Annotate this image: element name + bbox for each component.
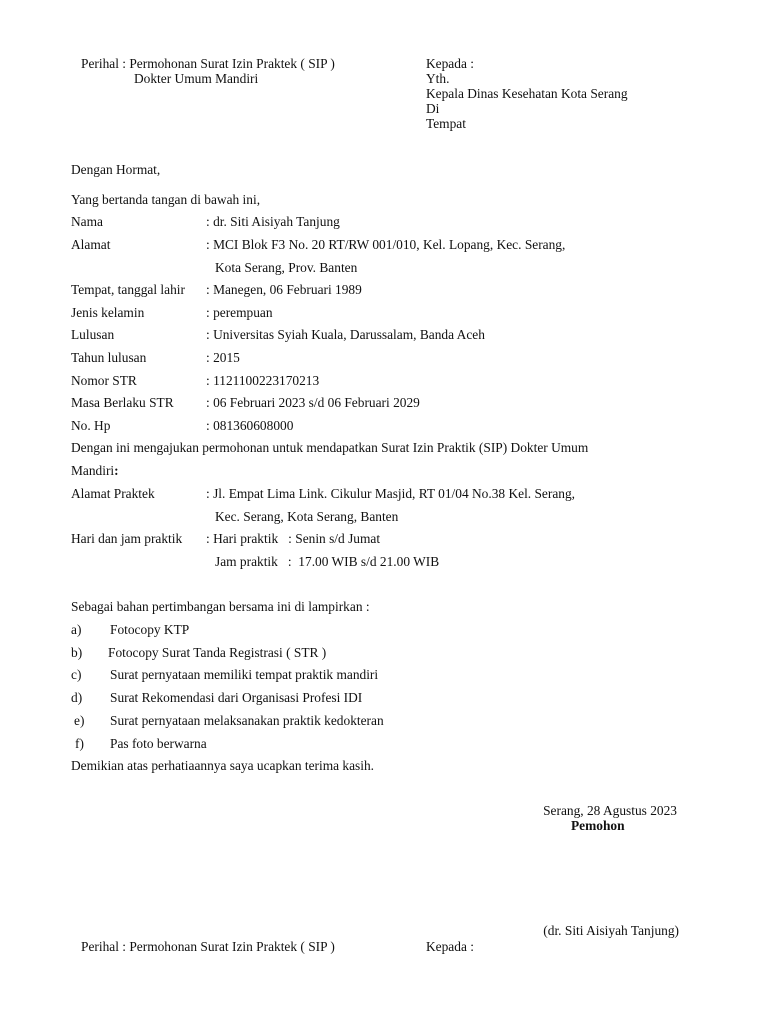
lulusan-value: : Universitas Syiah Kuala, Darussalam, Banda Aceh	[206, 327, 485, 342]
masa-berlaku-label: Masa Berlaku STR	[71, 395, 174, 410]
tempat-label: Tempat	[426, 116, 466, 131]
alamat-praktek-continued: Kec. Serang, Kota Serang, Banten	[215, 509, 399, 524]
kepada-label: Kepada :	[426, 56, 474, 71]
attachment-text: Fotocopy KTP	[110, 622, 190, 637]
di-label: Di	[426, 101, 440, 116]
alamat-value: : MCI Blok F3 No. 20 RT/RW 001/010, Kel. Lopang, Kec. Serang,	[206, 237, 566, 252]
yth-label: Yth.	[426, 71, 450, 86]
jenis-kelamin-value: : perempuan	[206, 305, 273, 320]
jam-praktik-value: Jam praktik : 17.00 WIB s/d 21.00 WIB	[215, 554, 440, 569]
recipient: Kepala Dinas Kesehatan Kota Serang	[426, 86, 628, 101]
attachment-marker: e)	[74, 713, 85, 728]
signature-role: Pemohon	[571, 818, 625, 833]
attachment-text: Pas foto berwarna	[110, 736, 207, 751]
request-line-2-text: Mandiri	[71, 463, 115, 478]
no-hp-label: No. Hp	[71, 418, 111, 433]
perihal-line-2: Dokter Umum Mandiri	[134, 71, 259, 86]
alamat-praktek-label: Alamat Praktek	[71, 486, 155, 501]
tahun-lulusan-value: : 2015	[206, 350, 240, 365]
request-colon: :	[114, 463, 119, 478]
nama-label: Nama	[71, 214, 103, 229]
intro-text: Yang bertanda tangan di bawah ini,	[71, 192, 261, 207]
alamat-praktek-value: : Jl. Empat Lima Link. Cikulur Masjid, RT 01/04 No.38 Kel. Serang,	[206, 486, 576, 501]
attachment-text: Surat Rekomendasi dari Organisasi Profesi IDI	[110, 690, 363, 705]
nama-value: : dr. Siti Aisiyah Tanjung	[206, 214, 340, 229]
nomor-str-value: : 1121100223170213	[206, 373, 320, 388]
request-line-2	[71, 463, 119, 478]
attachment-text: Fotocopy Surat Tanda Registrasi ( STR )	[108, 645, 327, 660]
hari-jam-label: Hari dan jam praktik	[71, 531, 183, 546]
lulusan-label: Lulusan	[71, 327, 115, 342]
attachment-marker: b)	[71, 645, 83, 660]
salutation: Dengan Hormat,	[71, 162, 161, 177]
attachment-text: Surat pernyataan melaksanakan praktik kedokteran	[110, 713, 384, 728]
signature-name: (dr. Siti Aisiyah Tanjung)	[543, 923, 679, 938]
hari-praktik-value: : Hari praktik : Senin s/d Jumat	[206, 531, 381, 546]
alamat-value-continued: Kota Serang, Prov. Banten	[215, 260, 358, 275]
masa-berlaku-value: : 06 Februari 2023 s/d 06 Februari 2029	[206, 395, 420, 410]
place-date: Serang, 28 Agustus 2023	[543, 803, 677, 818]
next-page-kepada: Kepada :	[426, 939, 474, 954]
nomor-str-label: Nomor STR	[71, 373, 137, 388]
perihal-line: Perihal : Permohonan Surat Izin Praktek ( SIP )	[81, 56, 335, 71]
attachment-marker: d)	[71, 690, 83, 705]
alamat-label: Alamat	[71, 237, 111, 252]
attachments-intro: Sebagai bahan pertimbangan bersama ini di lampirkan :	[71, 599, 370, 614]
attachment-marker: a)	[71, 622, 82, 637]
jenis-kelamin-label: Jenis kelamin	[71, 305, 145, 320]
ttl-label: Tempat, tanggal lahir	[71, 282, 185, 297]
request-line: Dengan ini mengajukan permohonan untuk mendapatkan Surat Izin Praktik (SIP) Dokter Umum	[71, 440, 589, 455]
attachment-marker: f)	[75, 736, 84, 751]
next-page-perihal: Perihal : Permohonan Surat Izin Praktek ( SIP )	[81, 939, 335, 954]
closing-text: Demikian atas perhatiaannya saya ucapkan terima kasih.	[71, 758, 375, 773]
ttl-value: : Manegen, 06 Februari 1989	[206, 282, 362, 297]
attachment-marker: c)	[71, 667, 82, 682]
tahun-lulusan-label: Tahun lulusan	[71, 350, 147, 365]
no-hp-value: : 081360608000	[206, 418, 294, 433]
attachment-text: Surat pernyataan memiliki tempat praktik mandiri	[110, 667, 379, 682]
